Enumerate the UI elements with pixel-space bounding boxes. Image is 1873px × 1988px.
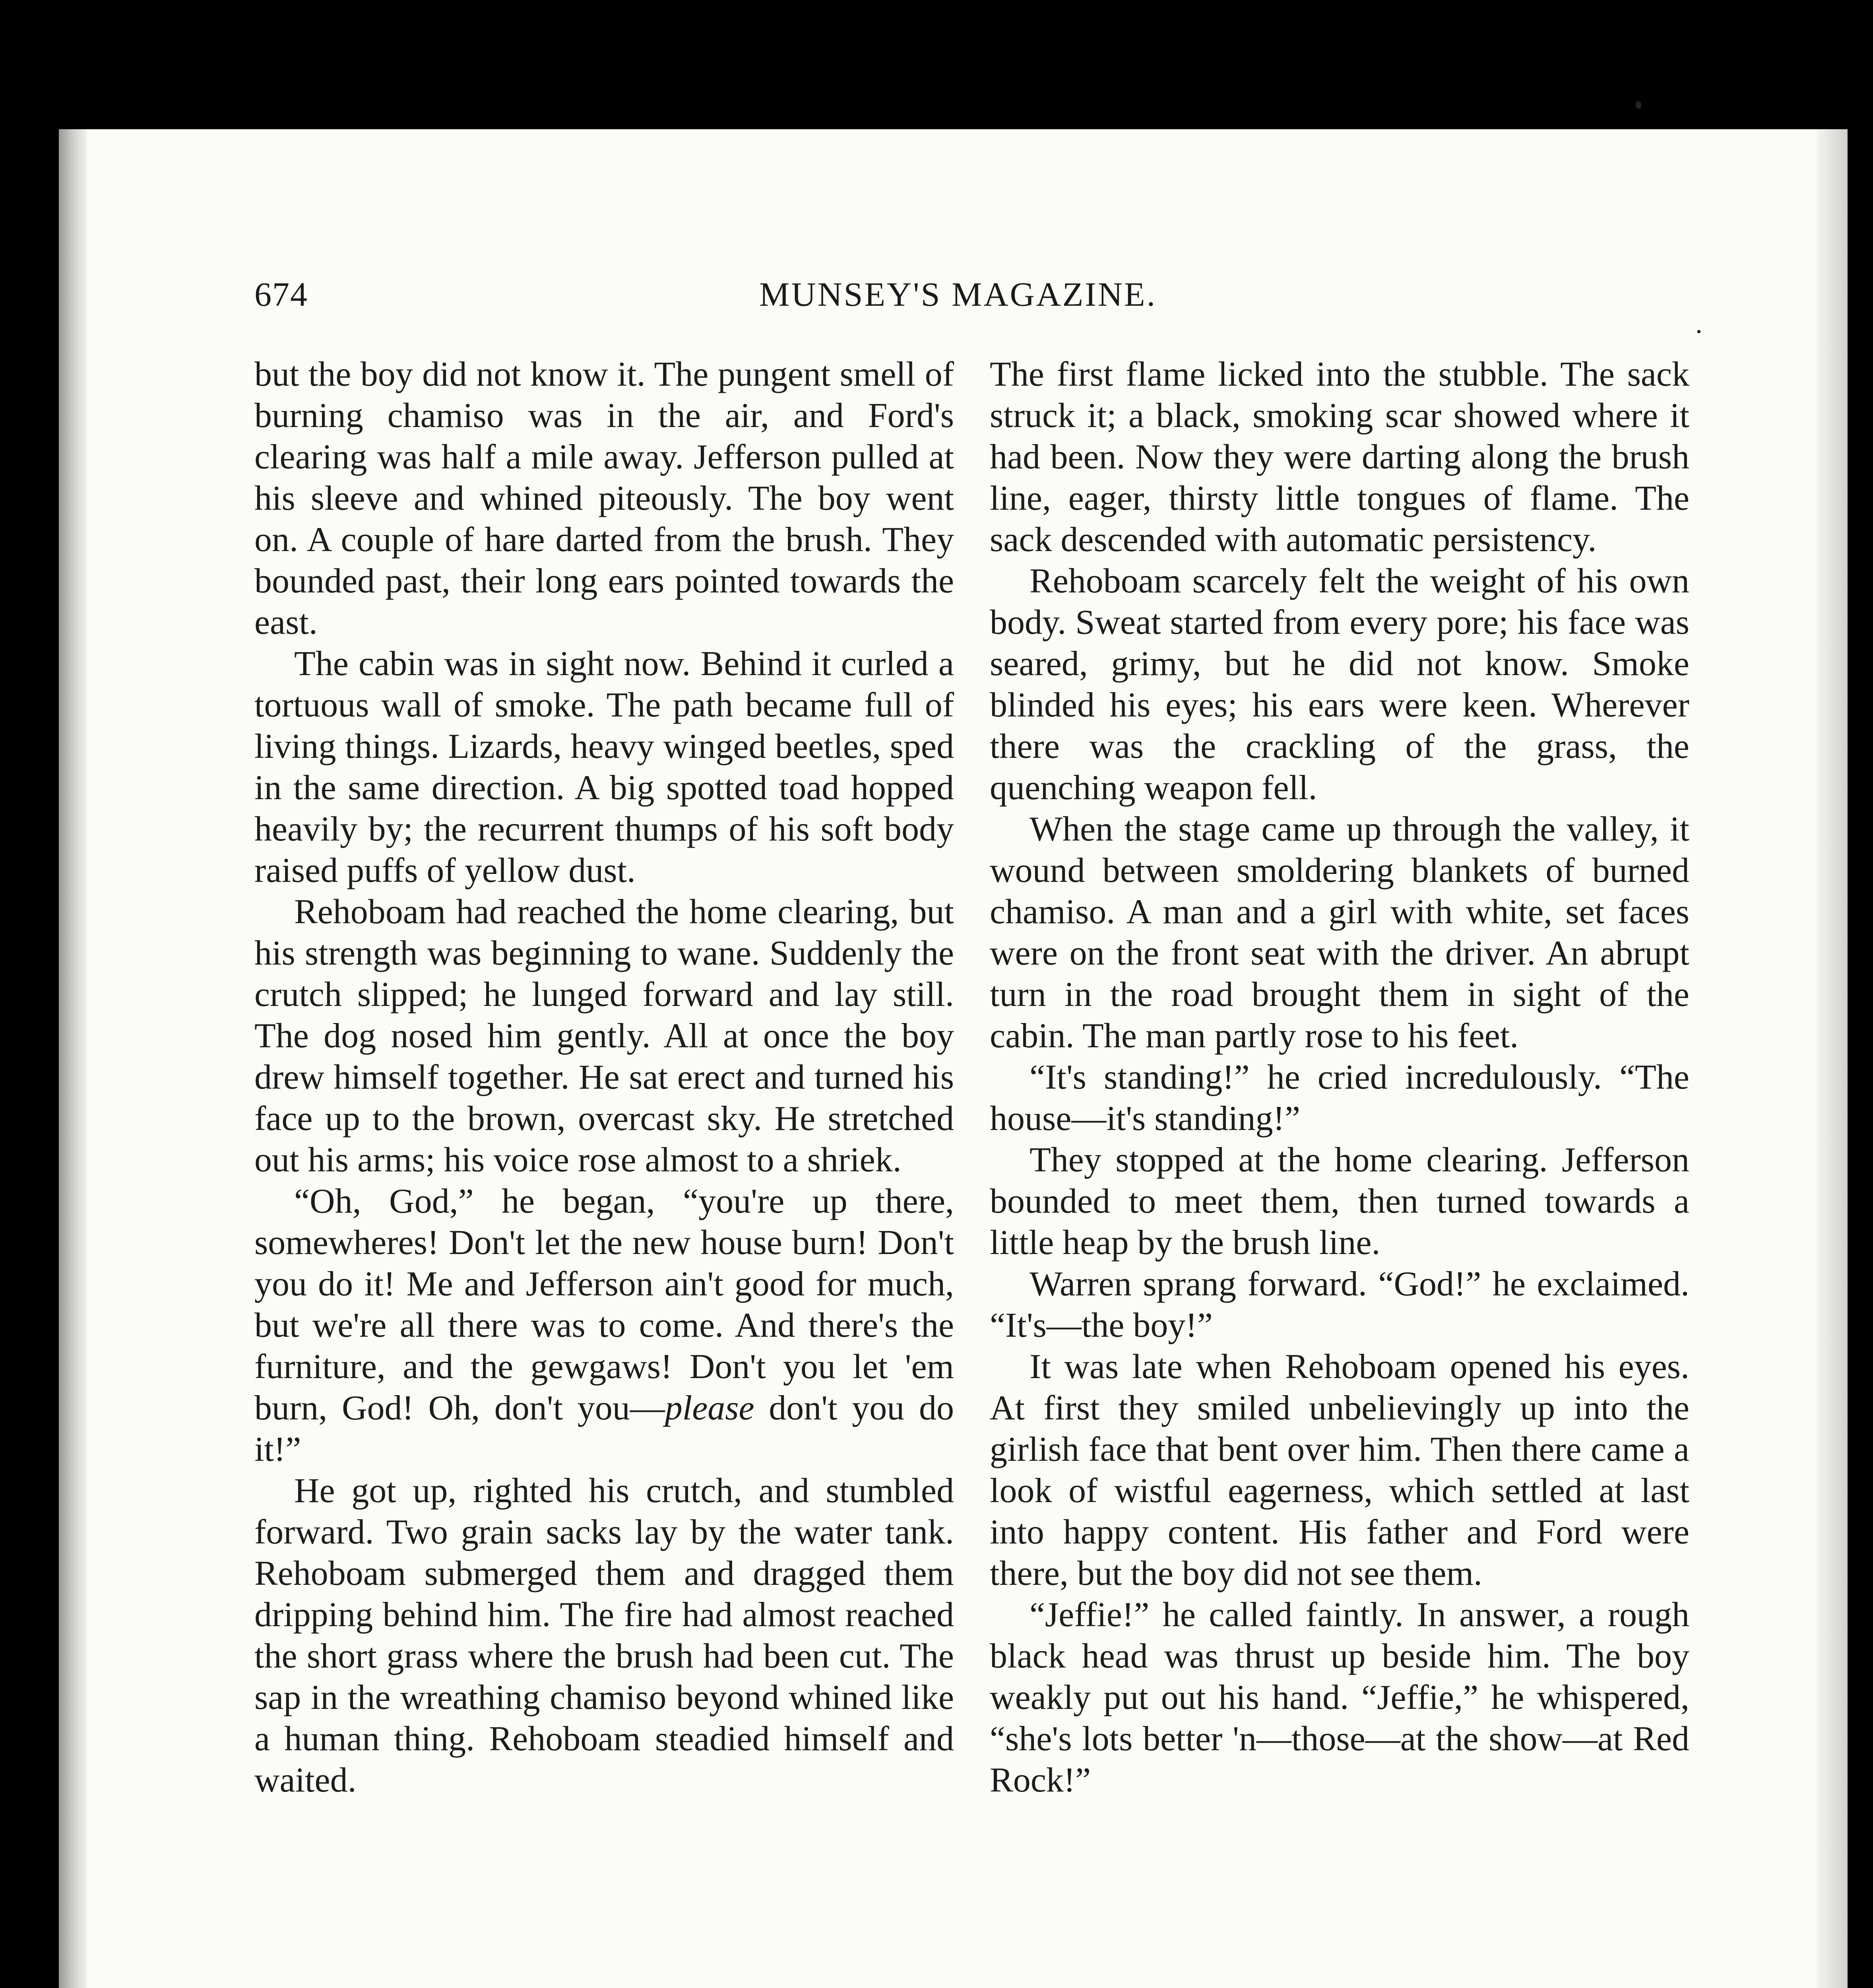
paragraph: Warren sprang forward. “God!” he exclaimed. “It's—the boy!” — [990, 1265, 1689, 1345]
paragraph: They stopped at the home clearing. Jefferson bounded to meet them, then turned towards a little heap by the brush line. — [990, 1141, 1689, 1262]
paragraph — [254, 1181, 954, 1470]
scan-speck — [1697, 330, 1700, 333]
running-title: MUNSEY'S MAGAZINE. — [759, 275, 1157, 313]
paragraph: Rehoboam scarcely felt the weight of his own body. Sweat started from every pore; his face was seared, grimy, but he did not know. Smoke blinded his eyes; his ears were keen. Wherever there was the crackling of the grass, the quenching weapon fell. — [990, 562, 1689, 807]
paragraph-text: don't you do it!” — [254, 1389, 954, 1469]
paragraph: When the stage came up through the valley, it wound between smoldering blankets of burned chamiso. A man and a girl with white, set faces were on the front seat with the driver. An abrupt turn in the road brought them in sight of the cabin. The man partly rose to his feet. — [990, 810, 1689, 1055]
page-header — [254, 274, 1689, 322]
paragraph: Rehoboam had reached the home clearing, but his strength was beginning to wane. Suddenly the crutch slipped; he lunged forward and lay still. The dog nosed him gently. All at once the boy drew himself together. He sat erect and turned his face up to the brown, overcast sky. He stretched out his arms; his voice rose almost to a shriek. — [254, 893, 954, 1179]
paragraph: “It's standing!” he cried incredulously. “The house—it's standing!” — [990, 1058, 1689, 1138]
paragraph: The first flame licked into the stubble. The sack struck it; a black, smoking scar showed where it had been. Now they were darting along the brush line, eager, thirsty little tongues of flame. The sack descended with automatic persistency. — [990, 355, 1689, 559]
paragraph: He got up, righted his crutch, and stumbled forward. Two grain sacks lay by the water tank. Rehoboam submerged them and dragged them dripping behind him. The fire had almost reached the short grass where the brush had been cut. The sap in the wreathing chamiso beyond whined like a human thing. Rehoboam steadied himself and waited. — [254, 1472, 954, 1800]
paragraph: “Jeffie!” he called faintly. In answer, a rough black head was thrust up beside him. The boy weakly put out his hand. “Jeffie,” he whispered, “she's lots better 'n—those—at the show—at Red Rock!” — [990, 1596, 1689, 1800]
left-column — [254, 354, 954, 1801]
page-number: 674 — [254, 275, 308, 313]
binding-edge — [59, 129, 87, 1988]
right-column — [990, 354, 1689, 1801]
paragraph-text: “Oh, God,” he began, “you're up there, somewheres! Don't let the new house burn! Don't you do it! Me and Jefferson ain't good for much, but we're all there was to come. And there's the furniture, and the gewgaws! Don't you let 'em burn, God! Oh, don't you— — [254, 1182, 954, 1427]
paragraph: It was late when Rehoboam opened his eyes. At first they smiled unbelievingly up into the girlish face that bent over him. Then there came a look of wistful eagerness, which settled at last into happy content. His father and Ford were there, but the boy did not see them. — [990, 1347, 1689, 1593]
italic-word: please — [665, 1389, 754, 1427]
scan-speck — [1636, 101, 1641, 109]
page-right-edge — [1817, 129, 1848, 1988]
paragraph: The cabin was in sight now. Behind it curled a tortuous wall of smoke. The path became full of living things. Lizards, heavy winged beetles, sped in the same direction. A big spotted toad hopped heavily by; the recurrent thumps of his soft body raised puffs of yellow dust. — [254, 645, 954, 890]
paragraph: but the boy did not know it. The pungent smell of burning chamiso was in the air, and Ford's clearing was half a mile away. Jefferson pulled at his sleeve and whined piteously. The boy went on. A couple of hare darted from the brush. They bounded past, their long ears pointed towards the east. — [254, 355, 954, 642]
